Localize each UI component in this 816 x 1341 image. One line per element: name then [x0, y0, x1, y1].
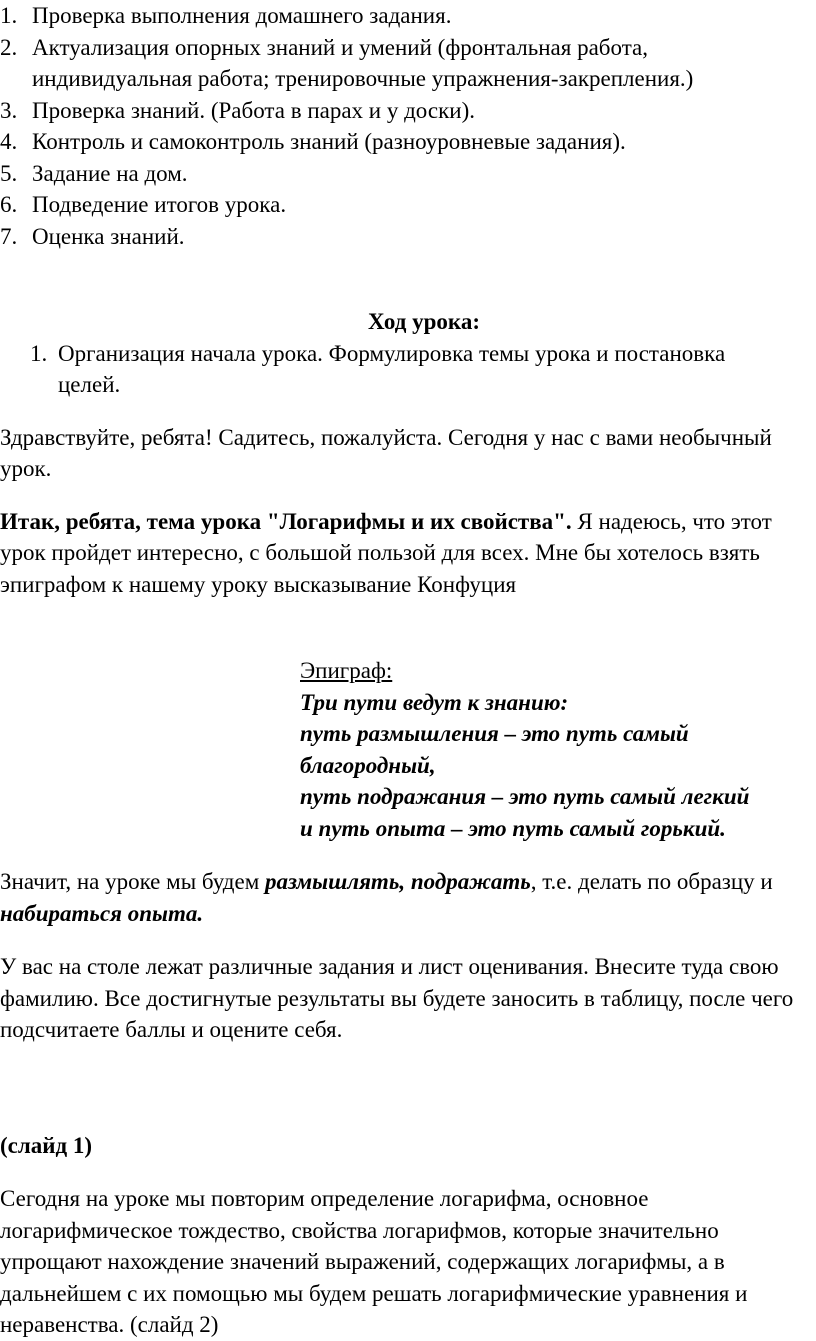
list-item-text: Контроль и самоконтроль знаний (разноуровневые задания). [32, 129, 626, 154]
list-item-number: 5. [0, 160, 18, 186]
list-item [0, 126, 792, 158]
slide-label: (слайд 1) [0, 1132, 93, 1158]
list-item-number: 7. [0, 223, 18, 249]
epigraph-block [300, 655, 800, 844]
list-item-number: 1. [0, 3, 18, 28]
list-item-text: Подведение итогов урока. [32, 192, 287, 217]
list-item-number: 2. [0, 34, 18, 60]
list-item-text: Актуализация опорных знаний и умений (фронтальная работа, индивидуальная работа; тренировочные упражнения-закрепления.) [32, 34, 694, 91]
list-item [0, 189, 792, 221]
list-item-text: Задание на дом. [32, 160, 188, 186]
list-item [0, 158, 792, 190]
list-item [0, 32, 792, 95]
list-item-text: Оценка знаний. [32, 223, 185, 249]
list-item-text: Проверка знаний. (Работа в парах и у доски). [32, 97, 475, 123]
epigraph-line: путь размышления – это путь самый благородный, [300, 721, 689, 778]
lesson-plan-list [0, 0, 816, 252]
list-item [0, 338, 788, 401]
final-paragraph: Сегодня на уроке мы повторим определение логарифма, основное логарифмическое тождество, свойства логарифмов, которые значительно упрощают нахождение значений выражений, содержащих логарифмы, а в дальнейшем с их помощью мы будем решать логарифмические уравнения и неравенства. (слайд 2) [0, 1186, 748, 1337]
meaning-paragraph [0, 866, 800, 929]
list-item [0, 0, 792, 32]
topic-paragraph [0, 506, 800, 601]
greeting-paragraph: Здравствуйте, ребята! Садитесь, пожалуйста. Сегодня у нас с вами необычный урок. [0, 424, 772, 481]
epigraph-label: Эпиграф: [300, 658, 393, 683]
list-item [0, 95, 792, 127]
list-item-text: Организация начала урока. Формулировка темы урока и постановка целей. [58, 340, 726, 397]
topic-bold-text: Итак, ребята, тема урока "Логарифмы и их свойства". [0, 508, 572, 534]
epigraph-line: Три пути ведут к знанию: [300, 689, 569, 715]
meaning-emphasis: размышлять, подражать [265, 869, 531, 894]
list-item-text: Проверка выполнения домашнего задания. [32, 3, 452, 28]
topic-rest-text: Я надеюсь, что этот урок пройдет интересно, с большой пользой для всех. Мне бы хотелось взять эпиграфом к нашему уроку высказывание Конфуция [0, 508, 772, 597]
course-list [0, 338, 816, 401]
meaning-text: Значит, на уроке мы будем [0, 869, 265, 894]
list-item-number: 4. [0, 129, 18, 154]
epigraph-line: и путь опыта – это путь самый горький. [300, 815, 726, 841]
list-item-number: 3. [0, 97, 18, 123]
list-item-number: 1. [30, 340, 48, 366]
instructions-paragraph: У вас на столе лежат различные задания и лист оценивания. Внесите туда свою фамилию. Все достигнутые результаты вы будете заносить в таблицу, после чего подсчитаете баллы и оцените себя. [0, 954, 794, 1042]
meaning-emphasis: набираться опыта. [0, 900, 204, 926]
meaning-text: , т.е. делать по образцу и [530, 869, 773, 894]
list-item [0, 221, 792, 253]
epigraph-line: путь подражания – это путь самый легкий [300, 784, 750, 809]
section-heading: Ход урока: [368, 309, 480, 334]
list-item-number: 6. [0, 192, 18, 217]
